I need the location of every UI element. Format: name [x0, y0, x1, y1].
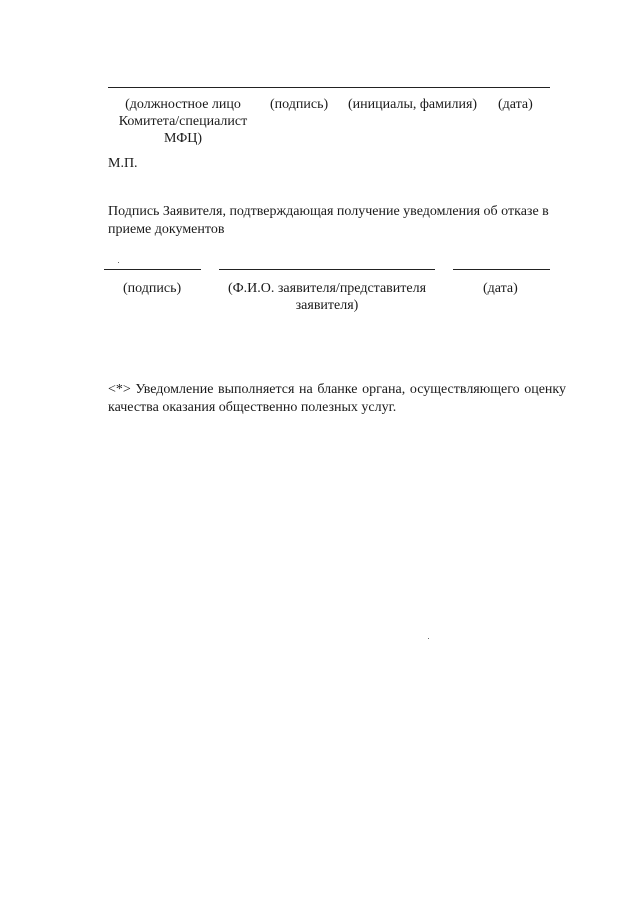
applicant-date-line [453, 269, 550, 270]
applicant-signature-label: (подпись) [123, 281, 182, 296]
official-position-label: (должностное лицо Комитета/специалист МФЦ) [118, 97, 248, 146]
official-signature-line [108, 87, 550, 88]
applicant-statement: Подпись Заявителя, подтверждающая получение уведомления об отказе в приеме документов [108, 204, 549, 237]
applicant-date-label: (дата) [483, 281, 518, 296]
footnote: <*> Уведомление выполняется на бланке органа, осуществляющего оценку качества оказания общественно полезных услуг. [108, 382, 566, 415]
stamp-label: М.П. [108, 156, 138, 171]
scan-speck [428, 638, 429, 639]
official-name-label: (инициалы, фамилия) [348, 97, 478, 112]
official-signature-label: (подпись) [270, 97, 329, 112]
scan-speck [118, 262, 119, 263]
applicant-signature-line [104, 269, 201, 270]
applicant-name-label: (Ф.И.О. заявителя/представителя заявителя) [227, 281, 427, 313]
applicant-name-line [219, 269, 435, 270]
official-date-label: (дата) [498, 97, 533, 112]
